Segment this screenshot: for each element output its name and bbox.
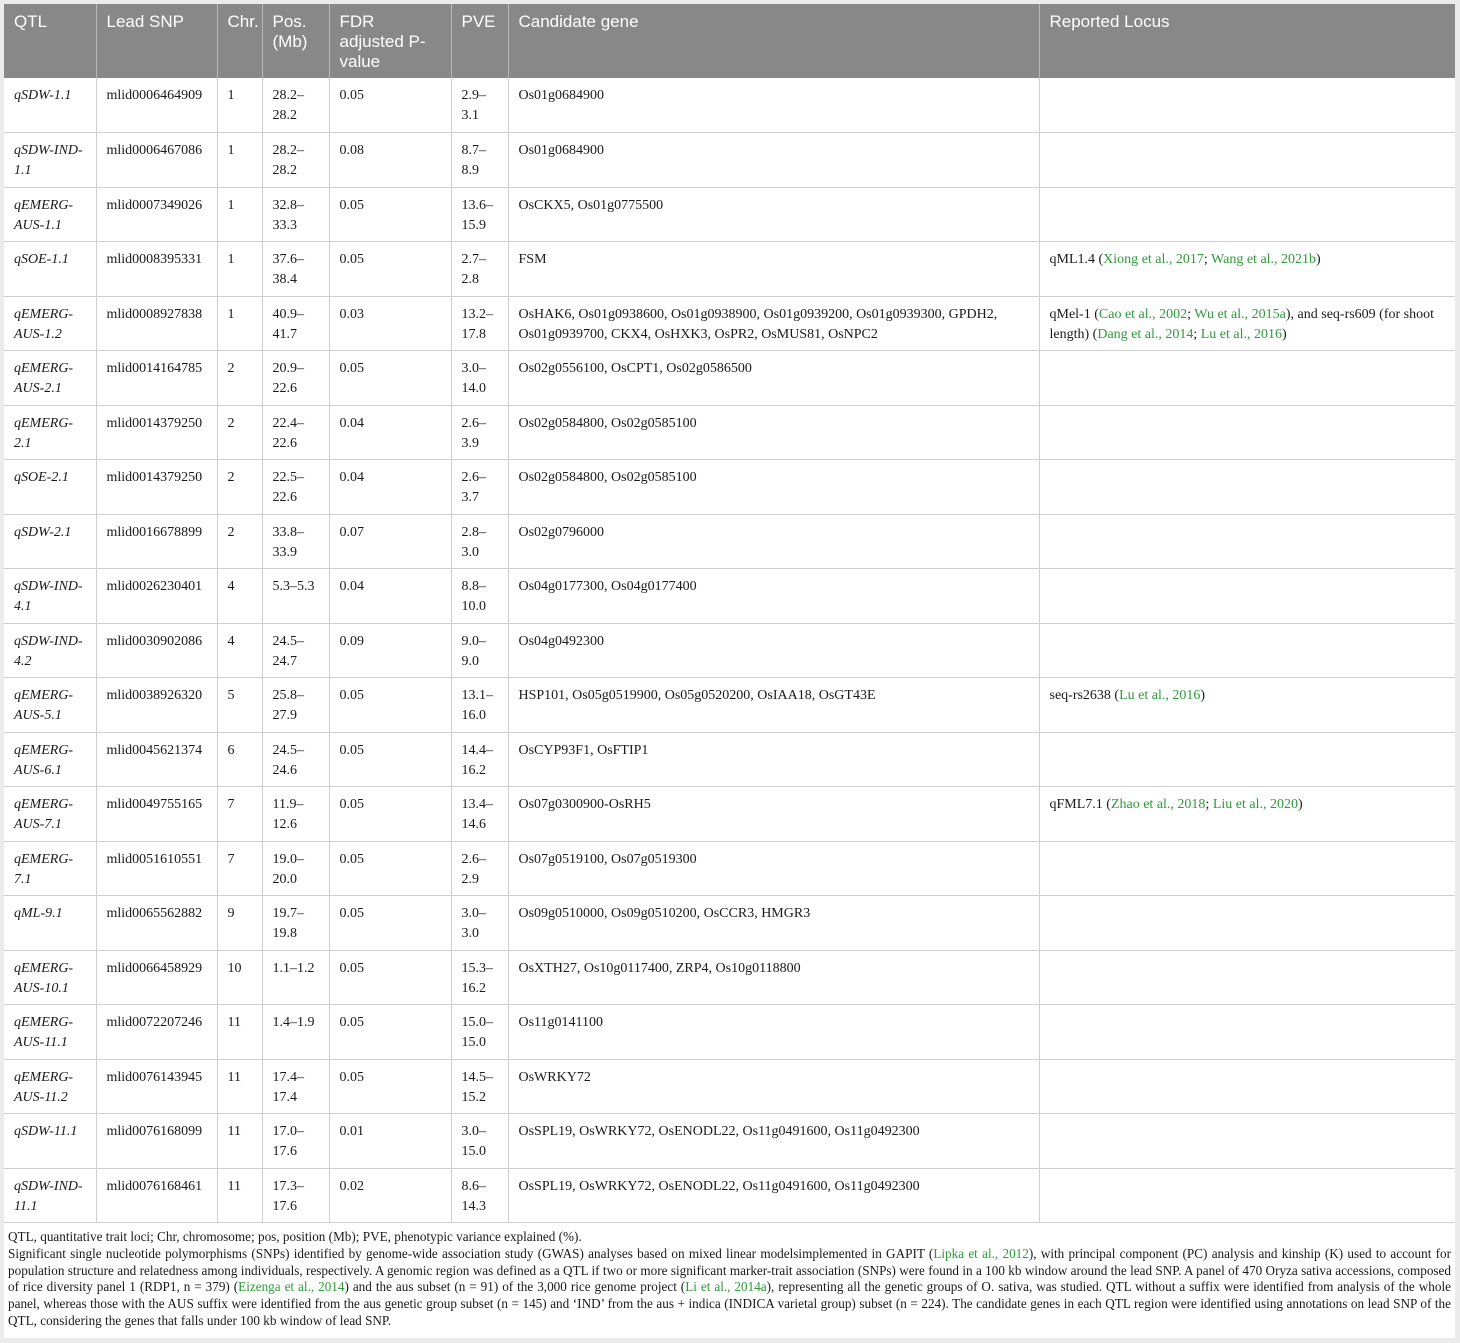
chromosome-cell: 2 — [217, 514, 262, 569]
table-row — [4, 1114, 1455, 1169]
reported-locus-cell — [1039, 1114, 1455, 1169]
fdr-cell: 0.05 — [329, 896, 451, 951]
qtl-name-cell: qSDW-2.1 — [4, 514, 96, 569]
fdr-cell: 0.04 — [329, 569, 451, 624]
qtl-name-cell: qEMERG-AUS-11.2 — [4, 1059, 96, 1114]
lead-snp-cell: mlid0049755165 — [96, 787, 217, 842]
locus-text: ) — [1282, 326, 1287, 342]
header-reported-locus: Reported Locus — [1039, 4, 1455, 78]
footnote-abbreviations: QTL, quantitative trait loci; Chr, chromosome; pos, position (Mb); PVE, phenotypic variance explained (%). — [8, 1229, 582, 1244]
chromosome-cell: 2 — [217, 351, 262, 406]
candidate-gene-cell: Os11g0141100 — [508, 1005, 1039, 1060]
table-frame — [4, 4, 1455, 1338]
candidate-gene-cell: Os07g0519100, Os07g0519300 — [508, 841, 1039, 896]
candidate-gene-cell: OsWRKY72 — [508, 1059, 1039, 1114]
position-cell: 22.4–22.6 — [262, 405, 329, 460]
position-cell: 24.5–24.6 — [262, 732, 329, 787]
chromosome-cell: 7 — [217, 787, 262, 842]
qtl-name-cell: qEMERG-AUS-6.1 — [4, 732, 96, 787]
table-row — [4, 296, 1455, 351]
qtl-name-cell: qEMERG-AUS-1.2 — [4, 296, 96, 351]
locus-text: seq-rs2638 ( — [1049, 688, 1120, 703]
position-cell: 1.1–1.2 — [262, 950, 329, 1005]
qtl-name-cell: qSDW-IND-1.1 — [4, 133, 96, 188]
fdr-cell: 0.05 — [329, 351, 451, 406]
table-row — [4, 678, 1455, 733]
pve-cell: 2.6–3.9 — [451, 405, 508, 460]
fdr-cell: 0.05 — [329, 1005, 451, 1060]
qtl-name-cell: qEMERG-2.1 — [4, 405, 96, 460]
position-cell: 28.2–28.2 — [262, 78, 329, 133]
lead-snp-cell: mlid0045621374 — [96, 732, 217, 787]
reported-locus-cell — [1039, 1059, 1455, 1114]
candidate-gene-cell: Os02g0556100, OsCPT1, Os02g0586500 — [508, 351, 1039, 406]
locus-text: ), and seq-rs609 (for shoot length) ( — [1049, 306, 1435, 342]
reference-link[interactable]: Lipka et al., 2012 — [933, 1245, 1029, 1261]
reported-locus-cell — [1039, 787, 1455, 842]
qtl-table — [4, 4, 1455, 1223]
candidate-gene-cell: Os02g0584800, Os02g0585100 — [508, 405, 1039, 460]
table-row — [4, 133, 1455, 188]
pve-cell: 2.6–3.7 — [451, 460, 508, 515]
position-cell: 19.7–19.8 — [262, 896, 329, 951]
candidate-gene-cell: Os02g0796000 — [508, 514, 1039, 569]
reference-link[interactable]: Lu et al., 2016 — [1119, 688, 1201, 703]
reported-locus-cell — [1039, 1168, 1455, 1223]
qtl-name-cell: qSDW-11.1 — [4, 1114, 96, 1169]
lead-snp-cell: mlid0007349026 — [96, 187, 217, 242]
reported-locus-cell — [1039, 569, 1455, 624]
lead-snp-cell: mlid0038926320 — [96, 678, 217, 733]
lead-snp-cell: mlid0014379250 — [96, 460, 217, 515]
lead-snp-cell: mlid0051610551 — [96, 841, 217, 896]
qtl-name-cell: qEMERG-AUS-1.1 — [4, 187, 96, 242]
fdr-cell: 0.03 — [329, 296, 451, 351]
reference-link[interactable]: Liu et al., 2020 — [1212, 797, 1298, 812]
fdr-cell: 0.09 — [329, 623, 451, 678]
chromosome-cell: 10 — [217, 950, 262, 1005]
chromosome-cell: 1 — [217, 187, 262, 242]
header-candidate-gene: Candidate gene — [508, 4, 1039, 78]
pve-cell: 15.0–15.0 — [451, 1005, 508, 1060]
candidate-gene-cell: Os04g0492300 — [508, 623, 1039, 678]
fdr-cell: 0.05 — [329, 732, 451, 787]
position-cell: 22.5–22.6 — [262, 460, 329, 515]
position-cell: 28.2–28.2 — [262, 133, 329, 188]
lead-snp-cell: mlid0076143945 — [96, 1059, 217, 1114]
reference-link[interactable]: Dang et al., 2014 — [1097, 326, 1194, 342]
qtl-name-cell: qEMERG-7.1 — [4, 841, 96, 896]
reported-locus-cell — [1039, 405, 1455, 460]
table-row — [4, 514, 1455, 569]
reference-link[interactable]: Eizenga et al., 2014 — [238, 1279, 345, 1295]
reference-link[interactable]: Wang et al., 2021b — [1211, 252, 1317, 267]
fdr-cell: 0.05 — [329, 678, 451, 733]
qtl-name-cell: qEMERG-AUS-7.1 — [4, 787, 96, 842]
position-cell: 17.4–17.4 — [262, 1059, 329, 1114]
reference-link[interactable]: Zhao et al., 2018 — [1110, 797, 1206, 812]
lead-snp-cell: mlid0076168461 — [96, 1168, 217, 1223]
lead-snp-cell: mlid0006467086 — [96, 133, 217, 188]
pve-cell: 3.0–14.0 — [451, 351, 508, 406]
pve-cell: 8.8–10.0 — [451, 569, 508, 624]
chromosome-cell: 1 — [217, 78, 262, 133]
reported-locus-cell — [1039, 242, 1455, 297]
qtl-name-cell: qEMERG-AUS-2.1 — [4, 351, 96, 406]
fdr-cell: 0.05 — [329, 787, 451, 842]
chromosome-cell: 9 — [217, 896, 262, 951]
reference-link[interactable]: Cao et al., 2002 — [1098, 306, 1188, 322]
chromosome-cell: 4 — [217, 569, 262, 624]
pve-cell: 15.3–16.2 — [451, 950, 508, 1005]
candidate-gene-cell: Os04g0177300, Os04g0177400 — [508, 569, 1039, 624]
table-row — [4, 950, 1455, 1005]
chromosome-cell: 11 — [217, 1059, 262, 1114]
reported-locus-cell — [1039, 896, 1455, 951]
reported-locus-cell — [1039, 78, 1455, 133]
pve-cell: 2.6–2.9 — [451, 841, 508, 896]
position-cell: 17.3–17.6 — [262, 1168, 329, 1223]
reported-locus-cell — [1039, 460, 1455, 515]
pve-cell: 9.0–9.0 — [451, 623, 508, 678]
table-body — [4, 78, 1455, 1223]
table-row — [4, 78, 1455, 133]
fdr-cell: 0.05 — [329, 78, 451, 133]
fdr-cell: 0.07 — [329, 514, 451, 569]
lead-snp-cell: mlid0030902086 — [96, 623, 217, 678]
pve-cell: 2.8–3.0 — [451, 514, 508, 569]
candidate-gene-cell: Os07g0300900-OsRH5 — [508, 787, 1039, 842]
fdr-cell: 0.05 — [329, 187, 451, 242]
chromosome-cell: 6 — [217, 732, 262, 787]
reported-locus-cell — [1039, 187, 1455, 242]
locus-text: ; — [1203, 252, 1212, 267]
locus-text: qML1.4 ( — [1049, 252, 1104, 267]
reference-link[interactable]: Xiong et al., 2017 — [1103, 252, 1204, 267]
reported-locus-cell — [1039, 133, 1455, 188]
candidate-gene-cell: OsSPL19, OsWRKY72, OsENODL22, Os11g0491600, Os11g0492300 — [508, 1168, 1039, 1223]
fdr-cell: 0.02 — [329, 1168, 451, 1223]
qtl-name-cell: qEMERG-AUS-11.1 — [4, 1005, 96, 1060]
position-cell: 19.0–20.0 — [262, 841, 329, 896]
lead-snp-cell: mlid0008927838 — [96, 296, 217, 351]
fdr-cell: 0.04 — [329, 405, 451, 460]
table-row — [4, 242, 1455, 297]
table-row — [4, 787, 1455, 842]
position-cell: 1.4–1.9 — [262, 1005, 329, 1060]
lead-snp-cell: mlid0014379250 — [96, 405, 217, 460]
table-row — [4, 896, 1455, 951]
locus-text: ) — [1200, 688, 1206, 703]
candidate-gene-cell: Os01g0684900 — [508, 78, 1039, 133]
qtl-name-cell: qML-9.1 — [4, 896, 96, 951]
locus-text: ; — [1187, 306, 1195, 322]
pve-cell: 8.6–14.3 — [451, 1168, 508, 1223]
lead-snp-cell: mlid0076168099 — [96, 1114, 217, 1169]
table-footnotes — [4, 1223, 1455, 1330]
pve-cell: 2.7–2.8 — [451, 242, 508, 297]
fdr-cell: 0.01 — [329, 1114, 451, 1169]
chromosome-cell: 2 — [217, 405, 262, 460]
pve-cell: 13.1–16.0 — [451, 678, 508, 733]
position-cell: 33.8–33.9 — [262, 514, 329, 569]
chromosome-cell: 2 — [217, 460, 262, 515]
reported-locus-cell — [1039, 1005, 1455, 1060]
header-qtl: QTL — [4, 4, 96, 78]
position-cell: 40.9–41.7 — [262, 296, 329, 351]
candidate-gene-cell: HSP101, Os05g0519900, Os05g0520200, OsIAA18, OsGT43E — [508, 678, 1039, 733]
pve-cell: 14.5–15.2 — [451, 1059, 508, 1114]
fdr-cell: 0.05 — [329, 242, 451, 297]
qtl-name-cell: qEMERG-AUS-5.1 — [4, 678, 96, 733]
pve-cell: 2.9–3.1 — [451, 78, 508, 133]
header-fdr: FDR adjusted P-value — [329, 4, 451, 78]
chromosome-cell: 11 — [217, 1005, 262, 1060]
candidate-gene-cell: OsCYP93F1, OsFTIP1 — [508, 732, 1039, 787]
chromosome-cell: 11 — [217, 1114, 262, 1169]
lead-snp-cell: mlid0065562882 — [96, 896, 217, 951]
header-pos: Pos. (Mb) — [262, 4, 329, 78]
pve-cell: 3.0–3.0 — [451, 896, 508, 951]
table-row — [4, 351, 1455, 406]
fdr-cell: 0.08 — [329, 133, 451, 188]
table-row — [4, 1005, 1455, 1060]
chromosome-cell: 1 — [217, 296, 262, 351]
lead-snp-cell: mlid0014164785 — [96, 351, 217, 406]
reported-locus-cell — [1039, 351, 1455, 406]
candidate-gene-cell: OsSPL19, OsWRKY72, OsENODL22, Os11g0491600, Os11g0492300 — [508, 1114, 1039, 1169]
table-row — [4, 1059, 1455, 1114]
position-cell: 32.8–33.3 — [262, 187, 329, 242]
lead-snp-cell: mlid0066458929 — [96, 950, 217, 1005]
pve-cell: 8.7–8.9 — [451, 133, 508, 188]
fdr-cell: 0.05 — [329, 1059, 451, 1114]
reported-locus-cell — [1039, 514, 1455, 569]
position-cell: 25.8–27.9 — [262, 678, 329, 733]
lead-snp-cell: mlid0006464909 — [96, 78, 217, 133]
header-lead-snp: Lead SNP — [96, 4, 217, 78]
position-cell: 37.6–38.4 — [262, 242, 329, 297]
table-row — [4, 569, 1455, 624]
locus-text: ) — [1316, 252, 1321, 267]
lead-snp-cell: mlid0072207246 — [96, 1005, 217, 1060]
locus-text: ; — [1193, 326, 1201, 342]
chromosome-cell: 1 — [217, 133, 262, 188]
table-row — [4, 187, 1455, 242]
qtl-name-cell: qSDW-IND-4.1 — [4, 569, 96, 624]
chromosome-cell: 5 — [217, 678, 262, 733]
lead-snp-cell: mlid0026230401 — [96, 569, 217, 624]
table-row — [4, 460, 1455, 515]
pve-cell: 3.0–15.0 — [451, 1114, 508, 1169]
chromosome-cell: 1 — [217, 242, 262, 297]
table-header-row — [4, 4, 1455, 78]
reference-link[interactable]: Wu et al., 2015a — [1194, 306, 1286, 322]
position-cell: 11.9–12.6 — [262, 787, 329, 842]
qtl-name-cell: qSDW-1.1 — [4, 78, 96, 133]
reported-locus-cell — [1039, 732, 1455, 787]
candidate-gene-cell: Os09g0510000, Os09g0510200, OsCCR3, HMGR3 — [508, 896, 1039, 951]
qtl-name-cell: qSOE-1.1 — [4, 242, 96, 297]
position-cell: 20.9–22.6 — [262, 351, 329, 406]
pve-cell: 13.6–15.9 — [451, 187, 508, 242]
qtl-name-cell: qSDW-IND-4.2 — [4, 623, 96, 678]
reference-link[interactable]: Li et al., 2014a — [685, 1279, 767, 1295]
reported-locus-cell — [1039, 950, 1455, 1005]
qtl-name-cell: qEMERG-AUS-10.1 — [4, 950, 96, 1005]
header-chr: Chr. — [217, 4, 262, 78]
pve-cell: 13.2–17.8 — [451, 296, 508, 351]
position-cell: 17.0–17.6 — [262, 1114, 329, 1169]
chromosome-cell: 7 — [217, 841, 262, 896]
lead-snp-cell: mlid0008395331 — [96, 242, 217, 297]
fdr-cell: 0.04 — [329, 460, 451, 515]
position-cell: 5.3–5.3 — [262, 569, 329, 624]
footnote-detail — [8, 1246, 1451, 1330]
locus-text: qMel-1 ( — [1049, 306, 1099, 322]
pve-cell: 14.4–16.2 — [451, 732, 508, 787]
locus-text: qFML7.1 ( — [1049, 797, 1111, 812]
table-row — [4, 841, 1455, 896]
fdr-cell: 0.05 — [329, 950, 451, 1005]
reported-locus-cell — [1039, 678, 1455, 733]
chromosome-cell: 11 — [217, 1168, 262, 1223]
table-row — [4, 732, 1455, 787]
table-row — [4, 405, 1455, 460]
footnote-text: ), with principal component (PC) analysis and kinship (K) used to account for population structure and relatedness among individuals, respectively. A genomic region was defined as a QTL if two or more significant marker-trait association (SNPs) were found in a 100 kb window around the lead SNP. A panel of 470 Oryza sativa accessions, composed of rice diversity panel 1 (RDP1, n = 379) ( — [8, 1245, 1452, 1295]
reported-locus-cell — [1039, 296, 1455, 351]
position-cell: 24.5–24.7 — [262, 623, 329, 678]
candidate-gene-cell: OsXTH27, Os10g0117400, ZRP4, Os10g0118800 — [508, 950, 1039, 1005]
table-row — [4, 1168, 1455, 1223]
header-pve: PVE — [451, 4, 508, 78]
qtl-name-cell: qSOE-2.1 — [4, 460, 96, 515]
candidate-gene-cell: OsHAK6, Os01g0938600, Os01g0938900, Os01g0939200, Os01g0939300, GPDH2, Os01g0939700, CKX4, OsHXK3, OsPR2, OsMUS81, OsNPC2 — [508, 296, 1039, 351]
locus-text: ) — [1297, 797, 1303, 812]
reported-locus-cell — [1039, 841, 1455, 896]
footnote-text: Significant single nucleotide polymorphisms (SNPs) identified by genome-wide association study (GWAS) analyses based on mixed linear modelsimplemented in GAPIT ( — [8, 1245, 934, 1261]
reference-link[interactable]: Lu et al., 2016 — [1200, 326, 1283, 342]
locus-text: ; — [1205, 797, 1213, 812]
footnote-text: ) and the aus subset (n = 91) of the 3,000 rice genome project ( — [344, 1279, 686, 1295]
pve-cell: 13.4–14.6 — [451, 787, 508, 842]
fdr-cell: 0.05 — [329, 841, 451, 896]
candidate-gene-cell: OsCKX5, Os01g0775500 — [508, 187, 1039, 242]
chromosome-cell: 4 — [217, 623, 262, 678]
candidate-gene-cell: FSM — [508, 242, 1039, 297]
qtl-name-cell: qSDW-IND-11.1 — [4, 1168, 96, 1223]
candidate-gene-cell: Os02g0584800, Os02g0585100 — [508, 460, 1039, 515]
candidate-gene-cell: Os01g0684900 — [508, 133, 1039, 188]
table-row — [4, 623, 1455, 678]
reported-locus-cell — [1039, 623, 1455, 678]
lead-snp-cell: mlid0016678899 — [96, 514, 217, 569]
footnote-text: ), representing all the genetic groups of O. sativa, was studied. QTL without a suffix were identified from analysis of the whole panel, whereas those with the AUS suffix were identified from the aus genetic group subset (n = 145) and ‘IND’ from the aus + indica (INDICA varietal group) subset (n = 224). The candidate genes in each QTL region were identified using annotations on lead SNP of the QTL, considering the genes that falls under 100 kb window of lead SNP. — [8, 1279, 1451, 1328]
